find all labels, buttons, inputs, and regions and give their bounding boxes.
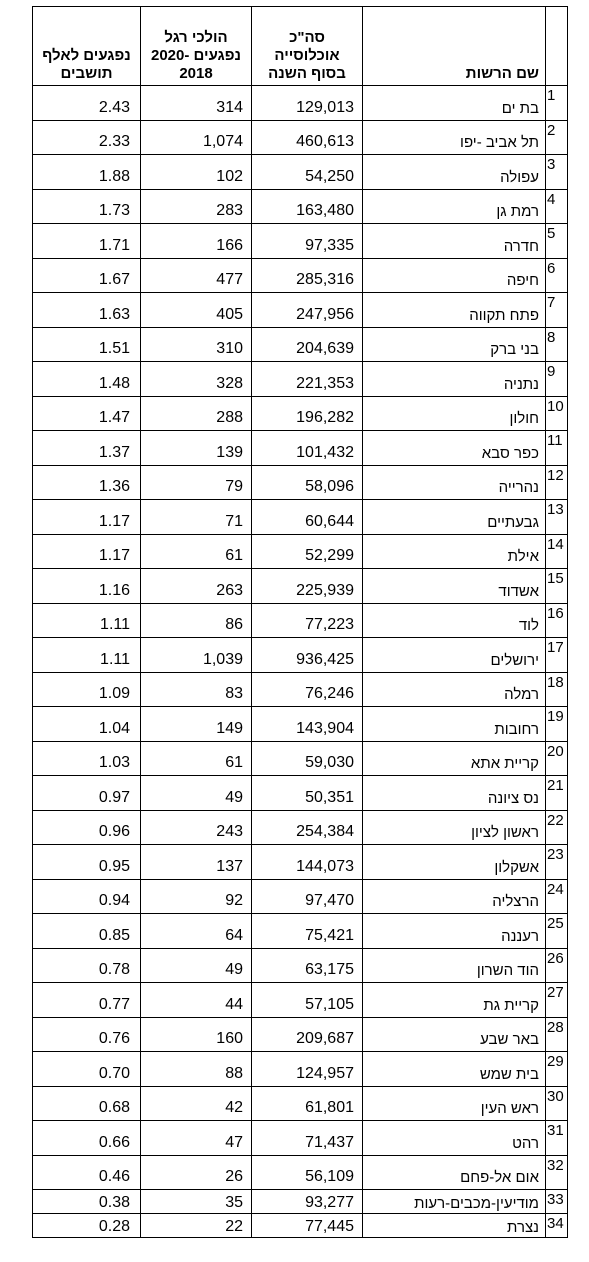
cell-population: 50,351 — [252, 776, 363, 811]
cell-rate: 0.94 — [33, 879, 141, 914]
cell-pedestrians: 22 — [141, 1214, 252, 1238]
cell-rate: 1.71 — [33, 224, 141, 259]
cell-pedestrians: 61 — [141, 534, 252, 569]
cell-index: 14 — [546, 534, 568, 569]
cell-rate: 1.67 — [33, 258, 141, 293]
cell-population: 101,432 — [252, 431, 363, 466]
header-population: סה"כ אוכלוסייה בסוף השנה — [252, 7, 363, 86]
cell-population: 163,480 — [252, 189, 363, 224]
cell-pedestrians: 160 — [141, 1017, 252, 1052]
cell-pedestrians: 137 — [141, 845, 252, 880]
cell-index: 34 — [546, 1214, 568, 1238]
cell-rate: 1.04 — [33, 707, 141, 742]
municipalities-table — [32, 6, 568, 1238]
table-row — [33, 1155, 568, 1190]
cell-name: ראשון לציון — [363, 810, 546, 845]
cell-population: 97,470 — [252, 879, 363, 914]
cell-rate: 0.95 — [33, 845, 141, 880]
data-table-sheet — [32, 6, 567, 1255]
cell-pedestrians: 149 — [141, 707, 252, 742]
cell-index: 22 — [546, 810, 568, 845]
cell-pedestrians: 79 — [141, 465, 252, 500]
cell-population: 936,425 — [252, 638, 363, 673]
cell-population: 61,801 — [252, 1086, 363, 1121]
header-row — [33, 7, 568, 86]
cell-pedestrians: 83 — [141, 672, 252, 707]
cell-name: רחובות — [363, 707, 546, 742]
cell-name: כפר סבא — [363, 431, 546, 466]
cell-rate: 0.77 — [33, 983, 141, 1018]
table-row — [33, 431, 568, 466]
cell-population: 460,613 — [252, 120, 363, 155]
cell-pedestrians: 102 — [141, 155, 252, 190]
cell-name: פתח תקווה — [363, 293, 546, 328]
cell-index: 31 — [546, 1121, 568, 1156]
table-row — [33, 603, 568, 638]
header-name: שם הרשות — [363, 7, 546, 86]
cell-pedestrians: 88 — [141, 1052, 252, 1087]
cell-index: 25 — [546, 914, 568, 949]
cell-population: 221,353 — [252, 362, 363, 397]
table-row — [33, 1214, 568, 1238]
cell-index: 23 — [546, 845, 568, 880]
cell-name: גבעתיים — [363, 500, 546, 535]
cell-name: אשקלון — [363, 845, 546, 880]
cell-rate: 1.16 — [33, 569, 141, 604]
cell-name: בת ים — [363, 86, 546, 121]
table-row — [33, 1190, 568, 1214]
cell-rate: 0.78 — [33, 948, 141, 983]
cell-name: אשדוד — [363, 569, 546, 604]
table-row — [33, 189, 568, 224]
cell-pedestrians: 166 — [141, 224, 252, 259]
table-row — [33, 327, 568, 362]
cell-index: 18 — [546, 672, 568, 707]
cell-index: 6 — [546, 258, 568, 293]
cell-name: אום אל-פחם — [363, 1155, 546, 1190]
table-row — [33, 362, 568, 397]
cell-rate: 1.11 — [33, 603, 141, 638]
cell-pedestrians: 49 — [141, 776, 252, 811]
cell-index: 5 — [546, 224, 568, 259]
cell-name: בית שמש — [363, 1052, 546, 1087]
cell-name: רמלה — [363, 672, 546, 707]
cell-rate: 2.33 — [33, 120, 141, 155]
cell-rate: 1.17 — [33, 534, 141, 569]
table-row — [33, 983, 568, 1018]
table-row — [33, 258, 568, 293]
table-row — [33, 672, 568, 707]
cell-rate: 1.73 — [33, 189, 141, 224]
cell-population: 58,096 — [252, 465, 363, 500]
cell-pedestrians: 64 — [141, 914, 252, 949]
cell-name: מודיעין-מכבים-רעות — [363, 1190, 546, 1214]
cell-pedestrians: 139 — [141, 431, 252, 466]
cell-pedestrians: 61 — [141, 741, 252, 776]
cell-population: 77,445 — [252, 1214, 363, 1238]
cell-index: 26 — [546, 948, 568, 983]
cell-index: 32 — [546, 1155, 568, 1190]
cell-population: 54,250 — [252, 155, 363, 190]
cell-population: 57,105 — [252, 983, 363, 1018]
cell-population: 77,223 — [252, 603, 363, 638]
cell-population: 204,639 — [252, 327, 363, 362]
cell-rate: 0.68 — [33, 1086, 141, 1121]
cell-population: 124,957 — [252, 1052, 363, 1087]
table-row — [33, 155, 568, 190]
cell-name: חדרה — [363, 224, 546, 259]
table-row — [33, 86, 568, 121]
cell-pedestrians: 1,039 — [141, 638, 252, 673]
cell-population: 285,316 — [252, 258, 363, 293]
table-row — [33, 1052, 568, 1087]
cell-name: נתניה — [363, 362, 546, 397]
table-row — [33, 707, 568, 742]
cell-rate: 0.70 — [33, 1052, 141, 1087]
table-row — [33, 948, 568, 983]
cell-pedestrians: 47 — [141, 1121, 252, 1156]
cell-population: 129,013 — [252, 86, 363, 121]
header-pedestrians: הולכי רגל נפגעים 2020-2018 — [141, 7, 252, 86]
cell-pedestrians: 1,074 — [141, 120, 252, 155]
cell-name: קריית אתא — [363, 741, 546, 776]
cell-pedestrians: 35 — [141, 1190, 252, 1214]
cell-name: באר שבע — [363, 1017, 546, 1052]
table-row — [33, 879, 568, 914]
cell-pedestrians: 314 — [141, 86, 252, 121]
cell-rate: 0.85 — [33, 914, 141, 949]
header-rate: נפגעים לאלף תושבים — [33, 7, 141, 86]
cell-index: 11 — [546, 431, 568, 466]
cell-index: 24 — [546, 879, 568, 914]
cell-pedestrians: 86 — [141, 603, 252, 638]
cell-rate: 0.97 — [33, 776, 141, 811]
cell-name: לוד — [363, 603, 546, 638]
cell-rate: 2.43 — [33, 86, 141, 121]
table-row — [33, 224, 568, 259]
cell-population: 254,384 — [252, 810, 363, 845]
cell-index: 16 — [546, 603, 568, 638]
cell-pedestrians: 263 — [141, 569, 252, 604]
cell-population: 97,335 — [252, 224, 363, 259]
cell-name: ראש העין — [363, 1086, 546, 1121]
cell-pedestrians: 405 — [141, 293, 252, 328]
cell-rate: 1.51 — [33, 327, 141, 362]
table-row — [33, 638, 568, 673]
cell-pedestrians: 310 — [141, 327, 252, 362]
cell-index: 19 — [546, 707, 568, 742]
cell-name: הרצליה — [363, 879, 546, 914]
cell-rate: 1.48 — [33, 362, 141, 397]
cell-rate: 1.63 — [33, 293, 141, 328]
cell-name: עפולה — [363, 155, 546, 190]
cell-index: 13 — [546, 500, 568, 535]
cell-population: 209,687 — [252, 1017, 363, 1052]
cell-name: בני ברק — [363, 327, 546, 362]
cell-rate: 0.76 — [33, 1017, 141, 1052]
cell-name: קריית גת — [363, 983, 546, 1018]
cell-population: 75,421 — [252, 914, 363, 949]
cell-population: 63,175 — [252, 948, 363, 983]
cell-population: 225,939 — [252, 569, 363, 604]
cell-rate: 1.88 — [33, 155, 141, 190]
cell-rate: 1.17 — [33, 500, 141, 535]
cell-index: 10 — [546, 396, 568, 431]
cell-index: 33 — [546, 1190, 568, 1214]
cell-rate: 1.03 — [33, 741, 141, 776]
table-row — [33, 293, 568, 328]
cell-rate: 1.09 — [33, 672, 141, 707]
cell-index: 29 — [546, 1052, 568, 1087]
cell-index: 21 — [546, 776, 568, 811]
cell-pedestrians: 71 — [141, 500, 252, 535]
cell-population: 76,246 — [252, 672, 363, 707]
cell-name: חולון — [363, 396, 546, 431]
table-row — [33, 914, 568, 949]
cell-rate: 0.66 — [33, 1121, 141, 1156]
table-row — [33, 465, 568, 500]
table-row — [33, 396, 568, 431]
cell-name: רמת גן — [363, 189, 546, 224]
cell-pedestrians: 288 — [141, 396, 252, 431]
cell-index: 30 — [546, 1086, 568, 1121]
cell-index: 2 — [546, 120, 568, 155]
cell-population: 52,299 — [252, 534, 363, 569]
cell-population: 71,437 — [252, 1121, 363, 1156]
cell-index: 3 — [546, 155, 568, 190]
cell-index: 7 — [546, 293, 568, 328]
table-row — [33, 810, 568, 845]
cell-index: 15 — [546, 569, 568, 604]
cell-pedestrians: 92 — [141, 879, 252, 914]
cell-population: 59,030 — [252, 741, 363, 776]
table-row — [33, 1121, 568, 1156]
cell-name: רעננה — [363, 914, 546, 949]
cell-pedestrians: 328 — [141, 362, 252, 397]
cell-name: נצרת — [363, 1214, 546, 1238]
cell-name: הוד השרון — [363, 948, 546, 983]
cell-pedestrians: 44 — [141, 983, 252, 1018]
cell-population: 196,282 — [252, 396, 363, 431]
cell-name: אילת — [363, 534, 546, 569]
cell-population: 144,073 — [252, 845, 363, 880]
cell-name: ירושלים — [363, 638, 546, 673]
cell-rate: 1.36 — [33, 465, 141, 500]
cell-name: חיפה — [363, 258, 546, 293]
cell-rate: 1.11 — [33, 638, 141, 673]
cell-rate: 0.38 — [33, 1190, 141, 1214]
table-row — [33, 120, 568, 155]
table-row — [33, 569, 568, 604]
cell-index: 8 — [546, 327, 568, 362]
cell-index: 27 — [546, 983, 568, 1018]
cell-rate: 1.37 — [33, 431, 141, 466]
cell-population: 56,109 — [252, 1155, 363, 1190]
cell-index: 4 — [546, 189, 568, 224]
cell-name: תל אביב -יפו — [363, 120, 546, 155]
cell-name: רהט — [363, 1121, 546, 1156]
cell-rate: 1.47 — [33, 396, 141, 431]
cell-pedestrians: 477 — [141, 258, 252, 293]
cell-population: 247,956 — [252, 293, 363, 328]
table-body — [33, 86, 568, 1238]
table-row — [33, 500, 568, 535]
cell-rate: 0.96 — [33, 810, 141, 845]
cell-name: נס ציונה — [363, 776, 546, 811]
cell-pedestrians: 283 — [141, 189, 252, 224]
cell-rate: 0.28 — [33, 1214, 141, 1238]
table-row — [33, 1086, 568, 1121]
table-row — [33, 741, 568, 776]
cell-index: 1 — [546, 86, 568, 121]
cell-pedestrians: 243 — [141, 810, 252, 845]
cell-index: 12 — [546, 465, 568, 500]
table-row — [33, 776, 568, 811]
table-row — [33, 1017, 568, 1052]
cell-index: 9 — [546, 362, 568, 397]
cell-rate: 0.46 — [33, 1155, 141, 1190]
cell-name: נהרייה — [363, 465, 546, 500]
cell-index: 20 — [546, 741, 568, 776]
cell-population: 60,644 — [252, 500, 363, 535]
cell-population: 93,277 — [252, 1190, 363, 1214]
cell-pedestrians: 49 — [141, 948, 252, 983]
cell-pedestrians: 26 — [141, 1155, 252, 1190]
header-index — [546, 7, 568, 86]
cell-index: 28 — [546, 1017, 568, 1052]
table-row — [33, 534, 568, 569]
cell-pedestrians: 42 — [141, 1086, 252, 1121]
cell-index: 17 — [546, 638, 568, 673]
table-row — [33, 845, 568, 880]
cell-population: 143,904 — [252, 707, 363, 742]
